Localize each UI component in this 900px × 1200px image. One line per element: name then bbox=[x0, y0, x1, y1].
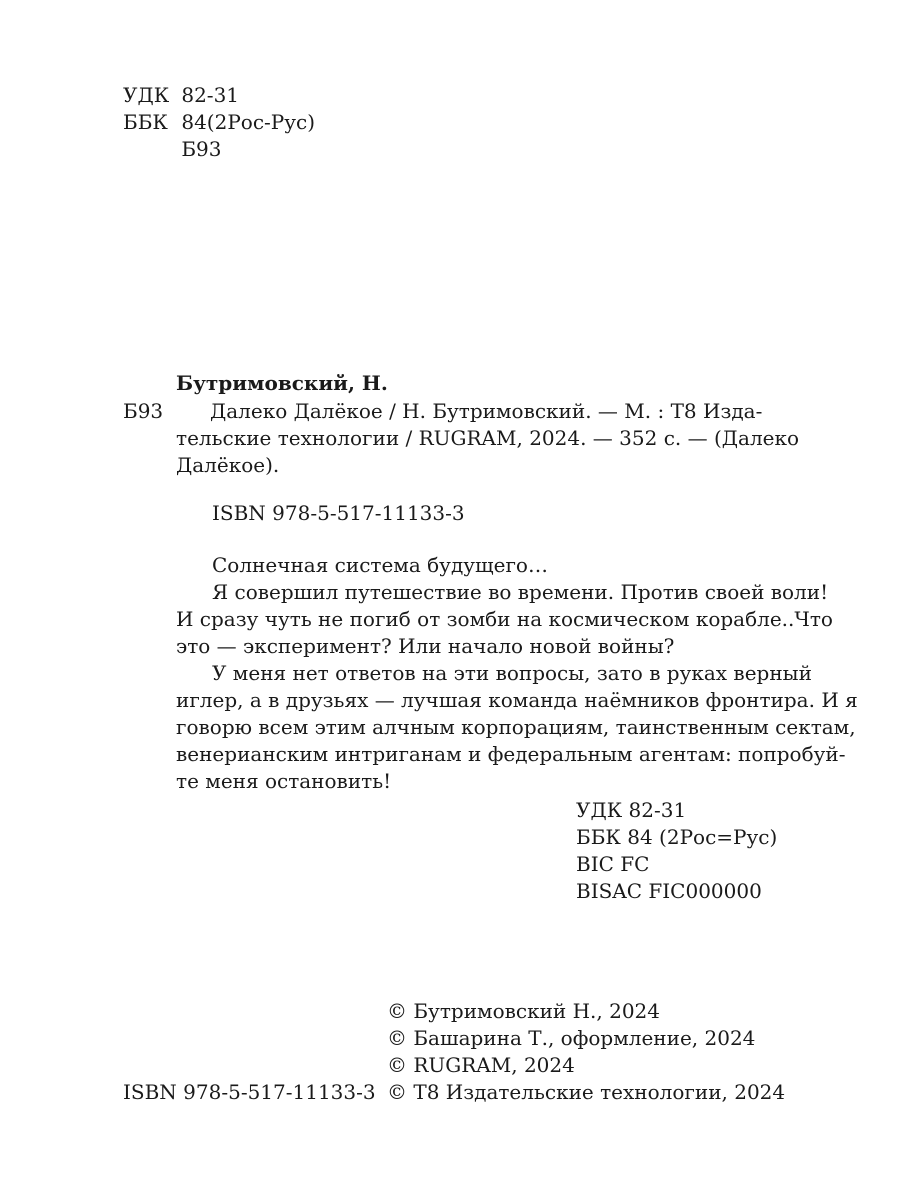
copyright-line: © Т8 Издательские технологии, 2024 bbox=[387, 1080, 786, 1104]
isbn-main: ISBN 978-5-517-11133-3 bbox=[212, 501, 465, 525]
annotation-line: венерианским интриганам и федеральным агентам: попробуй- bbox=[176, 742, 846, 766]
classification-line: УДК 82-31 bbox=[576, 798, 687, 822]
bibliographic-description bbox=[176, 398, 800, 479]
annotation-line: И сразу чуть не погиб от зомби на космическом корабле..Что bbox=[176, 607, 833, 631]
copyright-block bbox=[387, 998, 785, 1106]
classification-line: BIC FC bbox=[576, 852, 650, 876]
annotation-line: Я совершил путешествие во времени. Против своей воли! bbox=[212, 580, 829, 604]
bbk-line bbox=[123, 109, 315, 136]
annotation-line: Солнечная система будущего… bbox=[212, 553, 548, 577]
bbk-value: 84(2Рос-Рус) bbox=[181, 110, 316, 134]
copyright-line: © Башарина Т., оформление, 2024 bbox=[387, 1026, 756, 1050]
description-line: Далеко Далёкое / Н. Бутримовский. — М. : Т8 Изда- bbox=[210, 399, 763, 423]
bbk-label: ББК bbox=[123, 110, 168, 134]
udk-label: УДК bbox=[123, 83, 170, 107]
annotation-line: иглер, а в друзьях — лучшая команда наёмников фронтира. И я bbox=[176, 688, 858, 712]
classification-line: ББК 84 (2Рос=Рус) bbox=[576, 825, 778, 849]
annotation-line: это — эксперимент? Или начало новой войны? bbox=[176, 634, 675, 658]
description-line: Далёкое). bbox=[176, 453, 280, 477]
catalog-code: Б93 bbox=[123, 399, 164, 423]
annotation-line: говорю всем этим алчным корпорациям, таинственным сектам, bbox=[176, 715, 856, 739]
annotation-line: У меня нет ответов на эти вопросы, зато в руках верный bbox=[212, 661, 812, 685]
annotation bbox=[176, 552, 858, 795]
udk-value: 82-31 bbox=[181, 83, 240, 107]
author-mark-line bbox=[123, 136, 315, 163]
copyright-line: © RUGRAM, 2024 bbox=[387, 1053, 575, 1077]
author-mark: Б93 bbox=[181, 137, 222, 161]
copyright-line: © Бутримовский Н., 2024 bbox=[387, 999, 661, 1023]
classification-line: BISAC FIC000000 bbox=[576, 879, 762, 903]
classification-top bbox=[123, 82, 315, 163]
isbn-bottom: ISBN 978-5-517-11133-3 bbox=[123, 1080, 376, 1104]
annotation-line: те меня остановить! bbox=[176, 769, 392, 793]
udk-line bbox=[123, 82, 315, 109]
catalog-author: Бутримовский, Н. bbox=[176, 371, 388, 395]
description-line: тельские технологии / RUGRAM, 2024. — 352 с. — (Далеко bbox=[176, 426, 800, 450]
classification-bottom bbox=[576, 797, 777, 905]
